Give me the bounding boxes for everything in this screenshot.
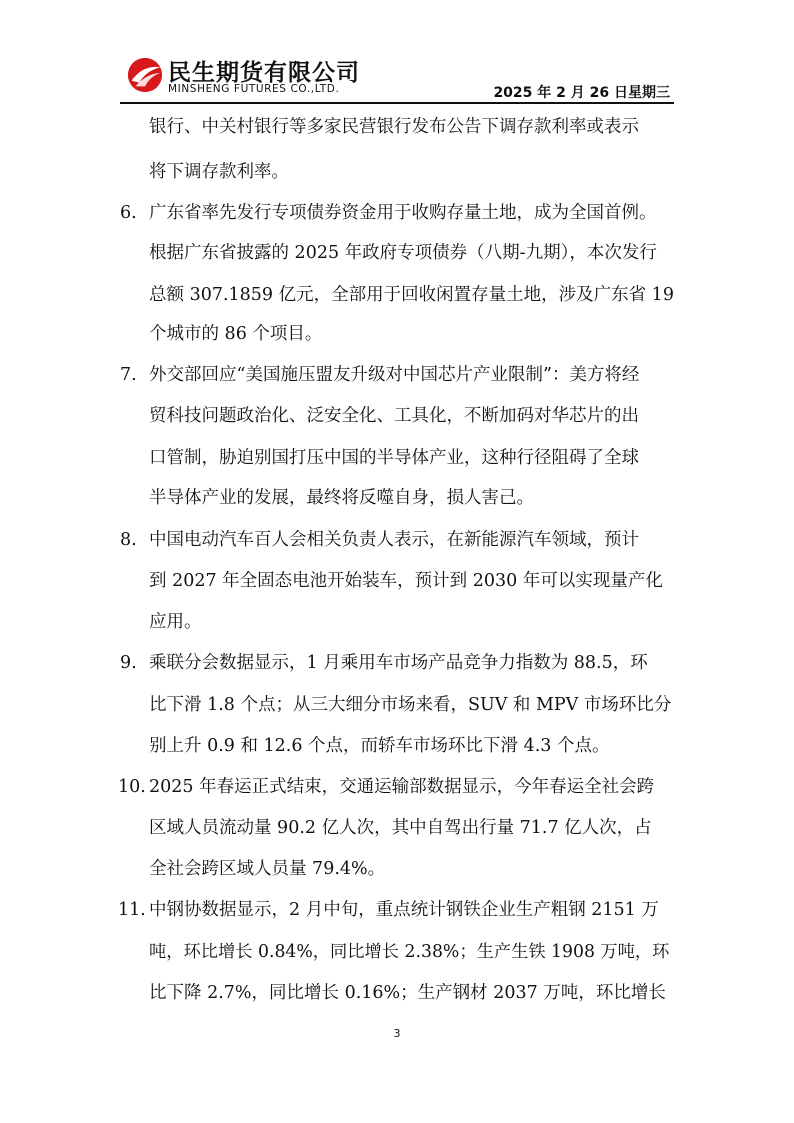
item-line: 根据广东省披露的 2025 年政府专项债券（八期-九期），本次发行 xyxy=(149,243,657,263)
item-line: 中钢协数据显示，2 月中旬，重点统计钢铁企业生产粗钢 2151 万 xyxy=(149,900,659,920)
item-line: 口管制，胁迫别国打压中国的半导体产业，这种行径阻碍了全球 xyxy=(149,448,639,468)
item-line: 贸科技问题政治化、泛安全化、工具化，不断加码对华芯片的出 xyxy=(149,406,639,426)
item-line: 半导体产业的发展，最终将反噬自身，损人害己。 xyxy=(149,488,534,508)
item-line: 总额 307.1859 亿元，全部用于回收闲置存量土地，涉及广东省 19 xyxy=(149,285,674,305)
company-name-en: MINSHENG FUTURES CO.,LTD. xyxy=(168,83,340,95)
item-line: 乘联分会数据显示，1 月乘用车市场产品竞争力指数为 88.5，环 xyxy=(149,653,648,673)
company-name-cn: 民生期货有限公司 xyxy=(168,60,360,86)
item-line: 2025 年春运正式结束，交通运输部数据显示，今年春运全社会跨 xyxy=(149,777,655,797)
page-number: 3 xyxy=(393,1027,401,1040)
minsheng-logo-icon xyxy=(126,56,164,94)
item-line: 区域人员流动量 90.2 亿人次，其中自驾出行量 71.7 亿人次，占 xyxy=(149,818,652,838)
item-line: 中国电动汽车百人会相关负责人表示，在新能源汽车领域，预计 xyxy=(149,530,639,550)
item-line: 外交部回应“美国施压盟友升级对中国芯片产业限制”：美方将经 xyxy=(149,365,640,385)
item-number: 10. xyxy=(118,777,146,797)
continuation-line: 银行、中关村银行等多家民营银行发布公告下调存款利率或表示 xyxy=(149,117,639,137)
item-line: 个城市的 86 个项目。 xyxy=(149,324,323,344)
item-line: 应用。 xyxy=(149,612,202,632)
item-line: 广东省率先发行专项债券资金用于收购存量土地，成为全国首例。 xyxy=(149,203,657,223)
item-line: 比下降 2.7%，同比增长 0.16%；生产钢材 2037 万吨，环比增长 xyxy=(149,983,666,1003)
item-number: 8. xyxy=(120,530,137,550)
item-line: 别上升 0.9 和 12.6 个点，而轿车市场环比下滑 4.3 个点。 xyxy=(149,736,610,756)
continuation-line: 将下调存款利率。 xyxy=(149,162,289,182)
report-date: 2025 年 2 月 26 日星期三 xyxy=(493,85,670,101)
item-number: 7. xyxy=(120,365,137,385)
page-header xyxy=(120,52,674,102)
item-line: 全社会跨区域人员量 79.4%。 xyxy=(149,859,386,879)
item-line: 到 2027 年全固态电池开始装车，预计到 2030 年可以实现量产化 xyxy=(149,571,663,591)
item-number: 6. xyxy=(120,203,137,223)
item-number: 9. xyxy=(120,653,137,673)
item-line: 吨，环比增长 0.84%，同比增长 2.38%；生产生铁 1908 万吨，环 xyxy=(149,942,670,962)
item-line: 比下滑 1.8 个点；从三大细分市场来看，SUV 和 MPV 市场环比分 xyxy=(149,695,672,715)
item-number: 11. xyxy=(118,900,146,920)
header-divider xyxy=(120,102,674,104)
